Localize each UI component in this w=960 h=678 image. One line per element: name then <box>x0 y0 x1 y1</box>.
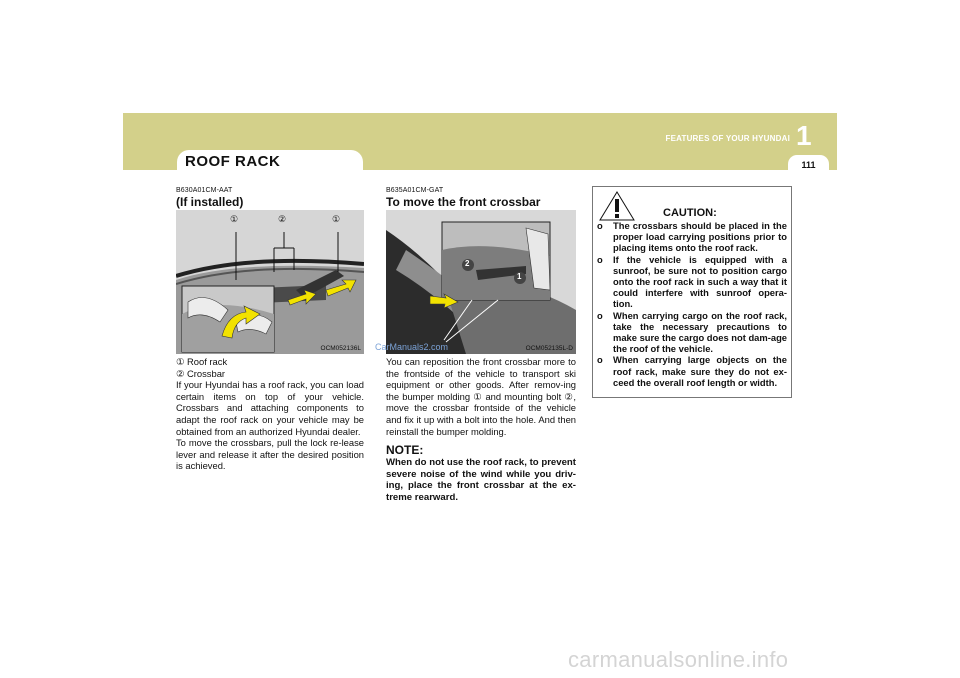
roof-rack-illustration <box>176 210 364 354</box>
chapter-number: 1 <box>796 120 812 151</box>
caution-item-text: When carrying cargo on the roof rack, take the necessary precautions to make sure the cargo does not dam-age the roof of the vehicle. <box>613 309 788 355</box>
chapter-title: FEATURES OF YOUR HYUNDAI <box>665 134 790 143</box>
middle-body <box>386 356 576 504</box>
bullet: o <box>597 220 603 231</box>
section-title: ROOF RACK <box>185 153 281 170</box>
caution-list <box>597 220 787 388</box>
caution-item-text: When carrying large objects on the roof rack, make sure they do not ex-ceed the overall roof length or width. <box>613 354 787 388</box>
caution-item <box>597 354 787 388</box>
caution-box <box>592 186 792 398</box>
figure-callout-1b: ① <box>332 214 341 224</box>
legend-item: ① Roof rack <box>176 356 228 367</box>
left-body <box>176 356 364 472</box>
warning-triangle-icon <box>599 191 635 221</box>
caution-item-text: The crossbars should be placed in the proper load carrying positions prior to placing items onto the roof rack. <box>613 220 787 254</box>
figure-code: OCM052136L <box>320 345 361 352</box>
legend-item: ② Crossbar <box>176 367 226 379</box>
caution-item <box>597 220 787 254</box>
footer-watermark: carmanualsonline.info <box>568 647 789 672</box>
caution-item-text: If the vehicle is equipped with a sunroof, be sure not to position cargo onto the roof rack in such a way that it could interfere with sunroof opera-tion. <box>613 253 787 310</box>
bullet: o <box>597 354 603 366</box>
section-code: B635A01CM-GAT <box>386 187 444 194</box>
paragraph: To move the crossbars, pull the lock re-lease lever and release it after the desired position is achieved. <box>176 437 364 472</box>
figure-callout-1: 1 <box>517 272 522 281</box>
figure-callout-2: ② <box>278 214 287 224</box>
roof-rack-figure <box>176 210 364 354</box>
section-subtitle: (If installed) <box>176 195 244 209</box>
watermark-link[interactable]: CarManuals2.com <box>375 342 449 352</box>
section-code: B630A01CM-AAT <box>176 187 233 194</box>
bullet: o <box>597 309 603 321</box>
paragraph: If your Hyundai has a roof rack, you can load certain items on top of your vehicle. Crossbars and attaching components to adapt the roof rack on your vehicle may be obtained from an authorized Hyundai dealer. <box>176 379 364 437</box>
section-tab <box>177 150 363 174</box>
caution-title: CAUTION: <box>663 207 717 219</box>
page-number: 111 <box>788 155 829 173</box>
figure-callout-2: 2 <box>465 259 470 268</box>
front-crossbar-figure <box>386 210 576 354</box>
note-heading: NOTE: <box>386 443 424 458</box>
note-text: When do not use the roof rack, to prevent severe noise of the wind while you driv-ing, place the front crossbar at the ex-treme rearward. <box>386 457 576 503</box>
bullet: o <box>597 253 603 265</box>
caution-item <box>597 310 787 355</box>
paragraph: You can reposition the front crossbar more to the frontside of the vehicle to transport ski equipment or other goods. After remov-ing the bumper molding ① and mounting bolt ②, move the crossbar frontside of the vehicle and fix it up with a bolt into the hole. And then reinstall the bumper molding. <box>386 356 576 437</box>
front-crossbar-illustration <box>386 210 576 354</box>
left-column <box>176 187 364 209</box>
section-subtitle: To move the front crossbar <box>386 195 541 209</box>
figure-code: OCM052135L-D <box>525 345 573 352</box>
figure-callout-1a: ① <box>230 214 239 224</box>
caution-item <box>597 254 787 310</box>
middle-column-header <box>386 187 576 209</box>
